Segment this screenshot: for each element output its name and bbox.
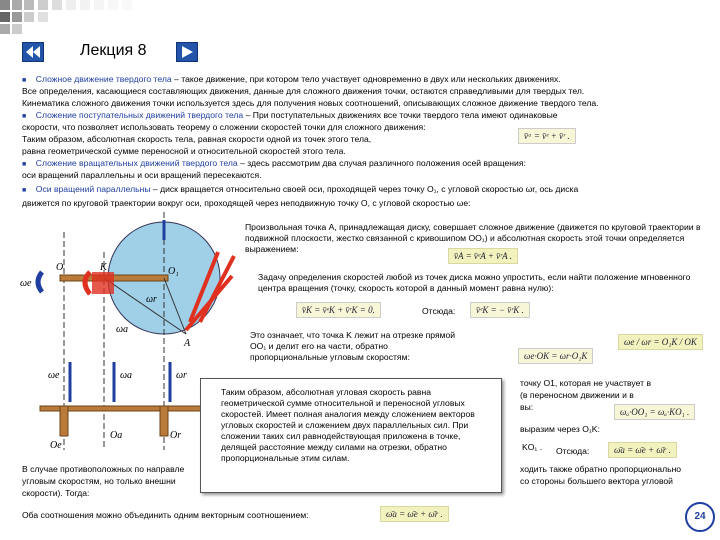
text-o1-a: точку O1, которая не участвует в xyxy=(520,378,652,388)
label-or: Or xyxy=(170,430,182,441)
label-k: K xyxy=(100,262,107,273)
label-omega-e: ωe xyxy=(20,278,32,289)
text-opposite-3: скорости). Тогда: xyxy=(22,488,90,498)
label-omega-e-b: ωe xyxy=(48,370,60,381)
formula-point-a: v̄A = v̄ᵉA + v̄ʳA . xyxy=(448,248,518,264)
rotation-arrow-left xyxy=(38,272,42,292)
text-hence-1: Отсюда: xyxy=(422,306,456,316)
text-o1-b: (в переносном движении и в xyxy=(520,390,634,400)
intro-line-1: ■ Сложное движение твердого тела – такое движение, при котором тело участвует одновременно в двух или нескольких движениях. xyxy=(22,74,561,84)
play-icon xyxy=(177,43,197,61)
formula-omega-sum-2: ω̄a = ω̄e + ω̄r . xyxy=(380,506,449,522)
text-arbitrary-point: Произвольная точка A, принадлежащая диску, совершает сложное движение (движется по круговой траектории в подвижной плоскости, жестко связанной с кривошипом OO₁) и абсолютная скорость этой точки определяется выражением: xyxy=(245,222,701,254)
intro-line-5: скорости, что позволяет использовать теорему о сложении скоростей точки для сложного движения: xyxy=(22,122,426,132)
intro-line-8: ■ Сложение вращательных движений твердого тела – здесь рассмотрим два случая различного положения осей вращения: xyxy=(22,158,526,168)
rewind-icon xyxy=(23,43,43,61)
label-o: O xyxy=(56,262,64,273)
text-hence-2: Отсюда: xyxy=(556,446,590,456)
label-omega-r-b: ωr xyxy=(176,370,187,381)
prev-slide-button[interactable] xyxy=(22,42,44,62)
rotation-arrow-k xyxy=(85,272,90,294)
summary-popup-text: Таким образом, абсолютная угловая скорость равна геометрической сумме относительной и переносной угловых скоростей. Имеет полная аналогия между сложением векторов угловых скоростей и сложением двух параллельных сил. При сложении таких сил равнодействующая приложена в точке, делящей расстояние между силами на отрезки, обратно пропорциональные этим силам. xyxy=(221,387,475,463)
page-number-badge: 24 xyxy=(685,502,715,532)
intro-line-2: Все определения, касающиеся составляющих движения, данные для сложного движения точки, остаются справедливыми для твердых тел. xyxy=(22,86,585,96)
next-slide-button[interactable] xyxy=(176,42,198,62)
intro-line-11: движется по круговой траектории вокруг оси, проходящей через неподвижную точку O, с угловой скоростью ωe: xyxy=(22,198,471,208)
formula-product: ωe·OK = ωr·O₁K xyxy=(518,348,593,364)
label-omega-r: ωr xyxy=(146,294,157,305)
text-combine: Оба соотношения можно объединить одним векторным соотношением: xyxy=(22,510,309,520)
decorative-grid xyxy=(0,0,300,40)
intro-line-6: Таким образом, абсолютная скорость тела, равная скорости одной из точек этого тела, xyxy=(22,134,372,144)
text-inverse-a: ходить также обратно пропорционально xyxy=(520,464,682,474)
formula-velocity-sum: v̄ᵃ = v̄ᵉ + v̄ʳ . xyxy=(518,128,576,144)
formula-ko1: KO₁ . xyxy=(522,442,543,452)
summary-popup xyxy=(200,378,502,493)
label-a: A xyxy=(184,338,191,349)
text-k-divides: Это означает, что точка K лежит на отрезке прямой OO₁ и делит его на части, обратно пропорциональные угловым скоростям: xyxy=(250,330,456,362)
intro-line-10: ■ Оси вращений параллельны – диск вращается относительно своей оси, проходящей через точку O₁, с угловой скоростью ωr, ось диска xyxy=(22,184,579,194)
intro-line-4: ■ Сложение поступательных движений твердого тела – При поступательных движениях все точки твердого тела имеют одинаковые xyxy=(22,110,558,120)
k-marker xyxy=(92,272,114,294)
label-oe: Oe xyxy=(50,440,62,451)
intro-line-3: Кинематика сложного движения точки используется здесь для получения новых соотношений, описывающих сложное движение твердого тела. xyxy=(22,98,599,108)
text-instant-center: Задачу определения скоростей любой из точек диска можно упростить, если найти положение мгновенного центра вращения (точку, скорость которой в данный момент равна нулю): xyxy=(258,272,691,293)
text-opposite-2: угловым скоростям, но только внешни xyxy=(22,476,176,486)
intro-line-9: оси вращений параллельны и оси вращений пересекаются. xyxy=(22,170,262,180)
intro-line-7: равна геометрической сумме переносной и относительной скоростей этого тела. xyxy=(22,146,346,156)
formula-oo1: ωₐ·OO₁ = ωₐ·KO₁ . xyxy=(614,404,695,420)
text-o1-c: вы: xyxy=(520,402,534,412)
page-title: Лекция 8 xyxy=(80,42,147,59)
label-omega-a: ωa xyxy=(116,324,129,335)
formula-k-zero: v̄K = v̄ᵉK + v̄ʳK = 0. xyxy=(296,302,381,318)
label-o1: O₁ xyxy=(168,266,179,277)
formula-k-opposite: v̄ᵉK = − v̄ʳK . xyxy=(470,302,530,318)
text-via-o1k: выразим через O₁K: xyxy=(520,424,600,434)
text-inverse-b: со стороны большего вектора угловой xyxy=(520,476,673,486)
formula-ratio: ωe / ωr = O₁K / OK xyxy=(618,334,703,350)
text-opposite-1: В случае противоположных по направле xyxy=(22,464,185,474)
label-omega-a-b: ωa xyxy=(120,370,133,381)
label-oa: Oa xyxy=(110,430,123,441)
formula-omega-sum-1: ω̄a = ω̄e + ω̄r . xyxy=(608,442,677,458)
